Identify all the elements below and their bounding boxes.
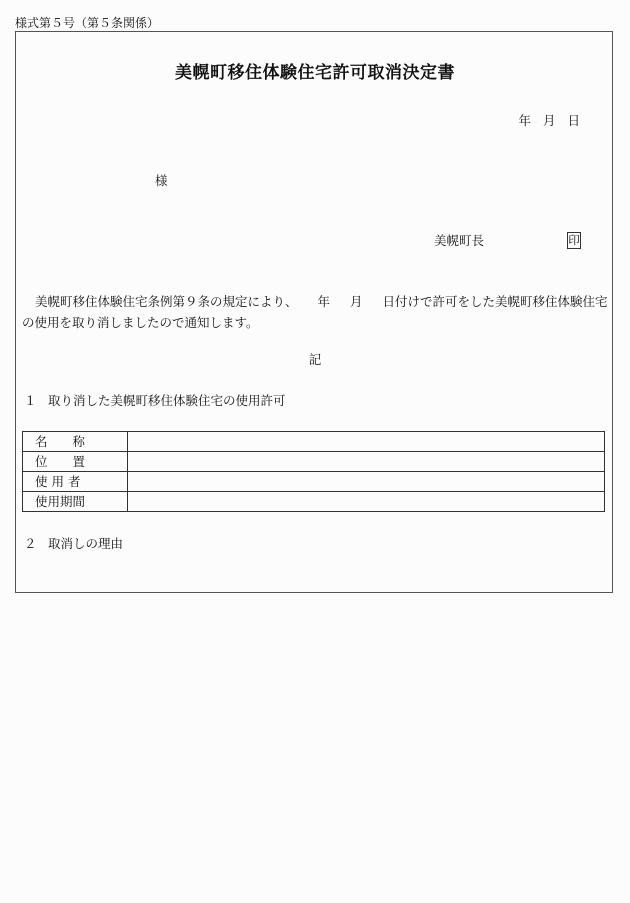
date-day-label: 日 <box>567 113 580 128</box>
notice-body-part2: 日付けで許可をした美幌町移住体験住宅の使用を取り消しましたので通知します。 <box>22 294 608 330</box>
row-label-user: 使 用 者 <box>23 472 128 492</box>
row-value-location[interactable] <box>128 452 605 472</box>
notice-body-month: 月 <box>350 294 363 309</box>
permit-table <box>22 431 605 512</box>
row-label-location: 位 置 <box>23 452 128 472</box>
notice-body-part1: 美幌町移住体験住宅条例第９条の規定により、 <box>35 294 298 309</box>
row-value-user[interactable] <box>128 472 605 492</box>
section-1-number: １ <box>24 393 37 408</box>
issuer-title: 美幌町長 <box>434 233 485 248</box>
table-row <box>23 472 605 492</box>
row-label-name: 名 称 <box>23 432 128 452</box>
addressee-suffix: 様 <box>155 173 168 188</box>
date-year-label: 年 <box>518 113 531 128</box>
row-label-period: 使用期間 <box>23 492 128 512</box>
form-number-label: 様式第５号（第５条関係） <box>15 16 160 30</box>
table-row <box>23 492 605 512</box>
seal-mark: 印 <box>568 233 580 247</box>
section-1-label: 取り消した美幌町移住体験住宅の使用許可 <box>48 393 286 408</box>
ki-heading: 記 <box>308 352 322 367</box>
row-value-name[interactable] <box>128 432 605 452</box>
section-2-number: ２ <box>24 536 37 551</box>
notice-body <box>22 291 612 333</box>
document-title: 美幌町移住体験住宅許可取消決定書 <box>175 63 455 83</box>
notice-body-year: 年 <box>317 294 331 309</box>
section-1-heading <box>24 393 286 409</box>
table-row <box>23 432 605 452</box>
row-value-period[interactable] <box>128 492 605 512</box>
date-month-label: 月 <box>542 113 556 128</box>
section-2-heading <box>24 536 123 552</box>
issue-date <box>470 113 580 129</box>
table-row <box>23 452 605 472</box>
section-2-label: 取消しの理由 <box>48 536 124 551</box>
